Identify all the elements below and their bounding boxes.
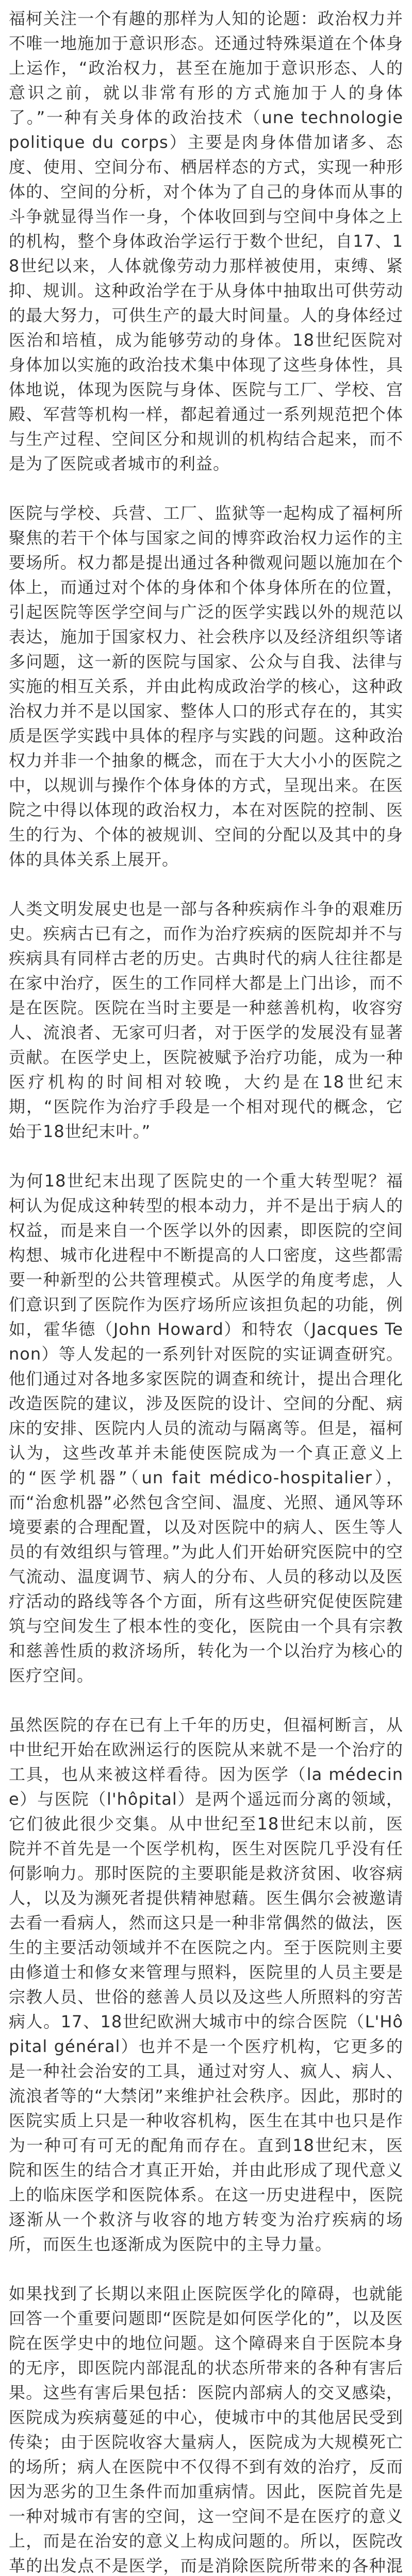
article-paragraph: 如果找到了长期以来阻止医院医学化的障碍，也就能回答一个重要问题即“医院是如何医学化的”，以及医院在医学史中的地位问题。这个障碍来自于医院本身的无序，即医院内部混乱的状态所带来的各种有害后果。这些有害后果包括：医院内部病人的交叉感染，医院成为疾病蔓延的中心，使城市中的其他居民受到传染；由于医院收容大量病人，医院成为大规模死亡的场所；病人在医院中不仅得不到有效的治疗，反而因为恶劣的卫生条件而加重病情。因此，医院首先是一种对城市有害的空间，这一空间不是在医疗的意义上，而是在治安的意义上构成问题的。所以，医院改革的出发点不是医学，而是消除医院所带来的各种混 [9, 2284, 403, 2575]
article-paragraph: 医院与学校、兵营、工厂、监狱等一起构成了福柯所聚焦的若干个体与国家之间的博弈政治权力运作的主要场所。权力都是提出通过各种微观问题以施加在个体上，而通过对个体的身体和个体身体所在的位置，引起医院等医学空间与广泛的医学实践以外的规范以表达，施加于国家权力、社会秩序以及经济组织等诸多问题，这一新的医院与国家、公众与自我、法律与实施的相互关系，并由此构成政治学的核心，这种政治权力并不是以国家、整体人口的形式存在的，其实质是医学实践中具体的程序与实践的问题。这种政治权力并非一个抽象的概念，而在于大大小小的医院之中，以规训与操作个体身体的方式，呈现出来。在医院之中得以体现的政治权力，本在对医院的控制、医生的行为、个体的被规训、空间的分配以及其中的身体的具体关系上展开。 [9, 503, 403, 869]
article-paragraph: 福柯关注一个有趣的那样为人知的论题：政治权力并不唯一地施加于意识形态。还通过特殊渠道在个体身上运作，“政治权力，甚至在施加于意识形态、人的意识之前，就以非常有形的方式施加于人的身体了。”一种有关身体的政治技术（une technologie politique du corps）主要是肉身体借加诸多、态度、使用、空间分布、栖居样态的方式，实现一种形体的、空间的分析，对个体为了自己的身体而从事的斗争就显得当作一身，个体收回到与空间中身体之上的机构，整个身体政治学运行于数个世纪，自17、18世纪以来，人体就像劳动力那样被使用，束缚、紧抑、规训。这种政治学在于从身体中抽取出可供劳动的最大努力，可供生产的最大时间量。人的身体经过医治和培植，成为能够劳动的身体。18世纪医院对身体加以实施的政治技术集中体现了这些身体性，具体地说，体现为医院与身体、医院与工厂、学校、宫殿、军营等机构一样，都起着通过一系列规范把个体与生产过程、空间区分和规训的机构结合起来，而不是为了医院或者城市的利益。 [9, 9, 403, 473]
article-paragraph: 人类文明发展史也是一部与各种疾病作斗争的艰难历史。疾病古已有之，而作为治疗疾病的医院却并不与疾病具有同样古老的历史。古典时代的病人往往都是在家中治疗，医生的工作同样大都是上门出诊，而不是在医院。医院在当时主要是一种慈善机构，收容穷人、流浪者、无家可归者，对于医学的发展没有显著贡献。在医学史上，医院被赋予治疗功能，成为一种医疗机构的时间相对较晚，大约是在18世纪末期，“医院作为治疗手段是一个相对现代的概念，它始于18世纪末叶。” [9, 899, 403, 1141]
article-paragraph: 虽然医院的存在已有上千年的历史，但福柯断言，从中世纪开始在欧洲运行的医院从来就不是一个治疗的工具，也从来被这样看待。因为医学（la médecine）与医院（l'hôpital）是两个遥远而分离的领域，它们彼此很少交集。从中世纪至18世纪末以前，医院并不首先是一个医学机构，医生对医院几乎没有任何影响力。那时医院的主要职能是救济贫困、收容病人，以及为濒死者提供精神慰藉。医生偶尔会被邀请去看一看病人，然而这只是一种非常偶然的做法，医生的主要活动领域并不在医院之内。至于医院则主要由修道士和修女来管理与照料，医院里的人员主要是宗教人员、世俗的慈善人员以及这些人所照料的穷苦病人。17、18世纪欧洲大城市中的综合医院（L'Hôpital général）也并不是一个医疗机构，它更多的是一种社会治安的工具，通过对穷人、疯人、病人、流浪者等的“大禁闭”来维护社会秩序。因此，那时的医院实质上只是一种收容机构，医生在其中也只是作为一种可有可无的配角而存在。直到18世纪末，医院和医生的结合才真正开始，并由此形成了现代意义上的临床医学和医院体系。在这一历史进程中，医院逐渐从一个救济与收容的地方转变为治疗疾病的场所，而医生也逐渐成为医院中的主导力量。 [9, 1715, 403, 2254]
article-paragraph: 为何18世纪末出现了医院史的一个重大转型呢？福柯认为促成这种转型的根本动力，并不是出于病人的权益，而是来自一个医学以外的因素，即医院的空间构想、城市化进程中不断提高的人口密度，这些都需要一种新型的公共管理模式。从医学的角度考虑，人们意识到了医院作为医疗场所应该担负起的功能，例如，霍华德（John Howard）和特农（Jacques Tenon）等人发起的一系列针对医院的实证调查研究。他们通过对各地多家医院的调查和统计，提出合理化改造医院的建议，涉及医院的设计、空间的分配、病床的安排、医院内人员的流动与隔离等。但是，福柯认为，这些改革并未能使医院成为一个真正意义上的“医学机器”（un fait médico-hospitalier），而“治愈机器”必然包含空间、温度、光照、通风等环境要素的合理配置，以及对医院中的病人、医生等人员的有效组织与管理。”为此人们开始研究医院中的空气流动、温度调节、病人的分布、人员的移动以及医疗活动的路线等各个方面，所有这些研究促使医院建筑与空间发生了根本性的变化，医院由一个具有宗教和慈善性质的救济场所，转化为一个以治疗为核心的医疗空间。 [9, 1171, 403, 1685]
